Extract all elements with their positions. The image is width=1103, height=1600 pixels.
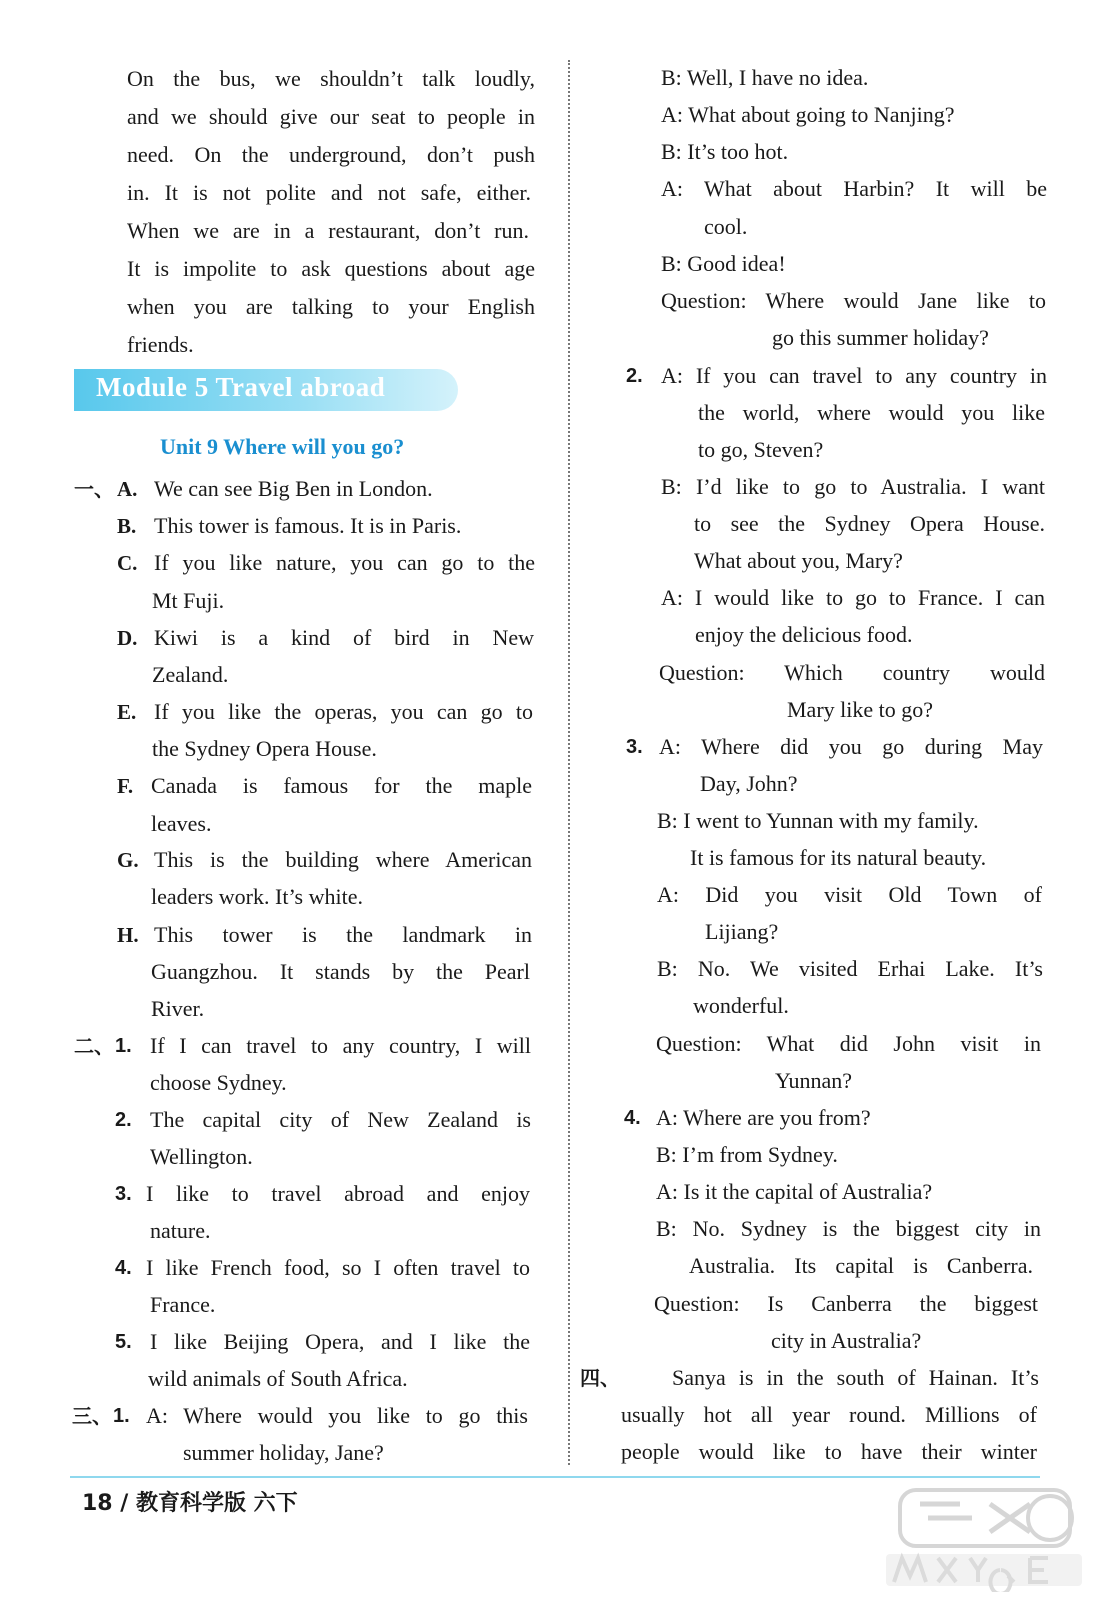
item-number: 1. (115, 1035, 132, 1057)
item-text: Wellington. (150, 1144, 253, 1169)
dialog-line: It is famous for its natural beauty. (690, 845, 987, 870)
dialog-line: B: I went to Yunnan with my family. (657, 808, 979, 833)
item-label: E. (117, 700, 137, 724)
passage-line: usually hot all year round. Millions of (621, 1402, 1037, 1427)
item-label: G. (117, 848, 139, 872)
dialog-line: Australia. Its capital is Canberra. (689, 1253, 1033, 1278)
item-label: F. (117, 774, 134, 798)
watermark-logo (880, 1482, 1090, 1592)
dialog-line: A: Is it the capital of Australia? (656, 1179, 933, 1204)
item-text: The capital city of New Zealand is (150, 1107, 531, 1132)
item-text: This tower is famous. It is in Paris. (154, 513, 462, 538)
dialog-line: A: Where are you from? (656, 1105, 871, 1130)
item-text: Zealand. (152, 662, 229, 687)
section-marker: 一、 (74, 477, 114, 501)
module-banner (74, 369, 458, 411)
intro-line: and we should give our seat to people in (127, 104, 535, 129)
dialog-line: enjoy the delicious food. (695, 622, 913, 647)
item-text: If you like nature, you can go to the (154, 550, 535, 575)
item-label: D. (117, 626, 138, 650)
item-text: wild animals of South Africa. (148, 1366, 408, 1391)
question-line: Question: What did John visit in (656, 1031, 1041, 1056)
dialog-line: Lijiang? (705, 919, 779, 944)
section-marker: 二、 (74, 1034, 114, 1058)
dialog-line: B: Well, I have no idea. (661, 65, 869, 90)
item-label: H. (117, 923, 139, 947)
item-number: 4. (624, 1107, 641, 1129)
intro-line: in. It is not polite and not safe, either. (127, 180, 531, 205)
section-marker: 三、 (72, 1404, 112, 1428)
dialog-line: summer holiday, Jane? (183, 1440, 384, 1465)
item-label: C. (117, 551, 138, 575)
item-text: choose Sydney. (150, 1070, 287, 1095)
item-number: 1. (113, 1405, 130, 1427)
footer-rule (70, 1476, 1040, 1478)
dialog-line: A: Where did you go during May (659, 734, 1043, 759)
dialog-line: A: If you can travel to any country in (661, 363, 1047, 388)
question-line: Mary like to go? (787, 697, 934, 722)
dialog-line: A: Where would you like to go this (146, 1403, 528, 1428)
column-divider (568, 60, 570, 1465)
item-label: B. (117, 514, 137, 538)
page-footer: 18 / 教育科学版 六下 (82, 1491, 298, 1516)
item-number: 3. (626, 736, 643, 758)
item-label: A. (117, 477, 138, 501)
item-text: River. (151, 996, 205, 1021)
question-line: city in Australia? (771, 1328, 922, 1353)
item-text: Kiwi is a kind of bird in New (154, 625, 534, 650)
dialog-line: B: Good idea! (661, 251, 786, 276)
item-text: If I can travel to any country, I will (150, 1033, 531, 1058)
item-text: Mt Fuji. (152, 588, 225, 613)
item-text: We can see Big Ben in London. (154, 476, 433, 501)
watermark-graphic (880, 1482, 1090, 1592)
dialog-line: wonderful. (693, 993, 789, 1018)
dialog-line: A: What about going to Nanjing? (661, 102, 955, 127)
item-text: France. (150, 1292, 216, 1317)
intro-line: When we are in a restaurant, don’t run. (127, 218, 529, 243)
item-text: Canada is famous for the maple (151, 773, 532, 798)
intro-line: when you are talking to your English (127, 294, 535, 319)
item-text: nature. (150, 1218, 211, 1243)
item-number: 4. (115, 1257, 132, 1279)
question-line: Question: Is Canberra the biggest (654, 1291, 1038, 1316)
dialog-line: B: No. Sydney is the biggest city in (656, 1216, 1041, 1241)
intro-line: friends. (127, 332, 194, 357)
item-text: leaves. (151, 811, 212, 836)
question-line: Question: Where would Jane like to (661, 288, 1046, 313)
passage-line: people would like to have their winter (621, 1439, 1037, 1464)
item-text: Guangzhou. It stands by the Pearl (151, 959, 530, 984)
intro-line: On the bus, we shouldn’t talk loudly, (127, 66, 535, 91)
dialog-line: B: It’s too hot. (661, 139, 789, 164)
question-line: go this summer holiday? (772, 325, 989, 350)
dialog-line: A: Did you visit Old Town of (657, 882, 1042, 907)
item-number: 3. (115, 1183, 132, 1205)
item-text: If you like the operas, you can go to (154, 699, 533, 724)
intro-line: It is impolite to ask questions about age (127, 256, 535, 281)
item-number: 5. (115, 1331, 132, 1353)
dialog-line: to see the Sydney Opera House. (694, 511, 1045, 536)
dialog-line: the world, where would you like (698, 400, 1045, 425)
item-text: leaders work. It’s white. (151, 884, 363, 909)
dialog-line: What about you, Mary? (694, 548, 903, 573)
item-text: I like Beijing Opera, and I like the (150, 1329, 530, 1354)
dialog-line: Day, John? (700, 771, 798, 796)
intro-line: need. On the underground, don’t push (127, 142, 535, 167)
dialog-line: B: No. We visited Erhai Lake. It’s (657, 956, 1043, 981)
item-text: I like French food, so I often travel to (146, 1255, 530, 1280)
item-text: I like to travel abroad and enjoy (146, 1181, 530, 1206)
dialog-line: cool. (704, 214, 748, 239)
question-line: Yunnan? (775, 1068, 852, 1093)
dialog-line: B: I’m from Sydney. (656, 1142, 838, 1167)
dialog-line: A: What about Harbin? It will be (661, 176, 1047, 201)
dialog-line: to go, Steven? (698, 437, 824, 462)
section-marker: 四、 (580, 1366, 620, 1390)
dialog-line: B: I’d like to go to Australia. I want (661, 474, 1045, 499)
item-text: This is the building where American (154, 847, 532, 872)
unit-title: Unit 9 Where will you go? (160, 434, 405, 459)
module-title: Module 5 Travel abroad (96, 372, 386, 402)
item-text: This tower is the landmark in (154, 922, 532, 947)
dialog-line: A: I would like to go to France. I can (661, 585, 1045, 610)
passage-line: Sanya is in the south of Hainan. It’s (672, 1365, 1039, 1390)
item-number: 2. (626, 365, 643, 387)
question-line: Question: Which country would (659, 660, 1045, 685)
item-text: the Sydney Opera House. (152, 736, 377, 761)
item-number: 2. (115, 1109, 132, 1131)
